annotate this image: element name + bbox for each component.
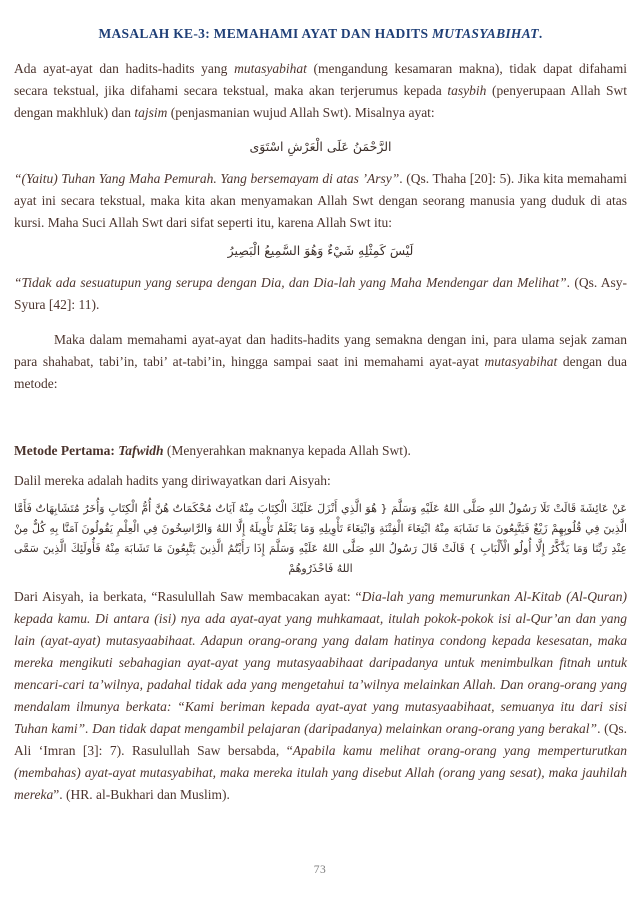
paragraph-thaha-translation	[14, 168, 627, 234]
quran-translation: “Tidak ada sesuatupun yang serupa dengan Dia, dan Dia-lah yang Maha Mendengar dan Melihat”	[14, 275, 567, 290]
quran-translation: Dia-lah yang memurunkan Al-Kitab (Al-Quran) kepada kamu. Di antara (isi) nya ada ayat-ayat yang muhkamaat, itulah pokok-pokok isi al-Qur’an dan yang lain (ayat-ayat) mutasyaabihaat. Adapun orang-orang yang dalam hatinya condong kepada kesesatan, maka mereka mengikuti sebahagian ayat-ayat yang mutasyaabihaat daripadanya untuk menimbulkan fitnah untuk mencari-cari ta’wilnya, padahal tidak ada yang mengetahui ta’wilnya melainkan Allah. Dan orang-orang yang mendalam ilmunya berkata: “Kami beriman kepada ayat-ayat yang mutasyaabihaat, semuanya itu dari sisi Tuhan kami”. Dan tidak dapat mengambil pelajaran (daripadanya) melainkan orang-orang yang berakal”	[14, 589, 627, 736]
heading-description: (Menyerahkan maknanya kepada Allah Swt).	[163, 443, 411, 458]
term-tafwidh: Tafwidh	[118, 443, 164, 458]
text-segment: . (Qs. Ali ‘Imran [3]: 7). Rasulullah Saw bersabda, “	[14, 721, 627, 758]
page-title	[14, 26, 627, 42]
page-number: 73	[313, 864, 327, 876]
title-period: .	[538, 26, 543, 41]
text-segment: (mengandung kesamaran makna), tidak dapat difahami secara tekstual, jika difahami secara tekstual, maka akan terjerumus kepada	[14, 61, 628, 98]
heading-label: Metode Pertama:	[14, 443, 119, 458]
text-segment: dengan dua metode:	[14, 354, 627, 391]
arabic-verse-thaha: الرَّحْمَنُ عَلَى الْعَرْشِ اسْتَوَى	[249, 139, 392, 154]
method-one-heading	[14, 440, 627, 462]
text-segment: Ada ayat-ayat dan hadits-hadits yang	[14, 61, 235, 76]
text-segment: Dari Aisyah, ia berkata, “Rasulullah Saw membacakan ayat: “	[14, 589, 362, 604]
quran-translation: “(Yaitu) Tuhan Yang Maha Pemurah. Yang bersemayam di atas ’Arsy”	[14, 171, 400, 186]
text-segment: ”. (HR. al-Bukhari dan Muslim).	[53, 787, 230, 802]
term-mutasyabihat: mutasyabihat	[234, 61, 307, 76]
paragraph-dalil	[14, 470, 627, 492]
text-segment: Dalil mereka adalah hadits yang diriwayatkan dari Aisyah:	[14, 473, 331, 488]
title-text: MASALAH KE-3: MEMAHAMI AYAT DAN HADITS	[98, 26, 432, 41]
term-tasybih: tasybih	[447, 83, 487, 98]
text-segment: . (Qs. Thaha [20]: 5). Jika kita memahami ayat ini secara tekstual, maka kita akan menyamakan Allah Swt dengan seorang manusia yang duduk di atas kursi. Maha Suci Allah Swt dari sifat seperti itu, karena Allah Swt itu:	[14, 171, 627, 230]
text-segment: (penyerupaan Allah Swt dengan makhluk) dan	[14, 83, 627, 120]
term-tajsim: tajsim	[134, 105, 168, 120]
title-emphasis: MUTASYABIHAT	[431, 26, 539, 41]
term-mutasyabihat: mutasyabihat	[484, 354, 558, 369]
arabic-verse-syura: لَيْسَ كَمِثْلِهِ شَيْءٌ وَهُوَ السَّمِيعُ الْبَصِيرُ	[227, 243, 414, 258]
hadith-translation: Apabila kamu melihat orang-orang yang memperturutkan (membahas) ayat-ayat mutasyabihat, maka mereka itulah yang disebut Allah (orang yang sesat), maka jauhilah mereka	[14, 743, 627, 802]
paragraph-syura-translation	[14, 272, 627, 316]
text-segment: (penjasmanian wujud Allah Swt). Misalnya ayat:	[167, 105, 435, 120]
arabic-hadith-block: عَنْ عَائِشَةَ قَالَتْ تَلَا رَسُولُ اللهِ صَلَّى اللهُ عَلَيْهِ وَسَلَّمَ { هُوَ الَّذِي أَنْزَلَ عَلَيْكَ الْكِتَابَ مِنْهُ آيَاتٌ مُحْكَمَاتٌ هُنَّ أُمُّ الْكِتَابِ وَأُخَرُ مُتَشَابِهَاتٌ فَأَمَّا الَّذِينَ فِي قُلُوبِهِمْ زَيْغٌ فَيَتَّبِعُونَ مَا تَشَابَهَ مِنْهُ ابْتِغَاءَ الْفِتْنَةِ وَابْتِغَاءَ تَأْوِيلِهِ وَمَا يَعْلَمُ تَأْوِيلَهُ إِلَّا اللهُ وَالرَّاسِخُونَ فِي الْعِلْمِ يَقُولُونَ آمَنَّا بِهِ كُلٌّ مِنْ عِنْدِ رَبِّنَا وَمَا يَذَّكَّرُ إِلَّا أُولُو الْأَلْبَابِ } قَالَتْ قَالَ رَسُولُ اللهِ صَلَّى اللهُ عَلَيْهِ وَسَلَّمَ إِذَا رَأَيْتُمُ الَّذِينَ يَتَّبِعُونَ مَا تَشَابَهَ مِنْهُ فَأُولَئِكَ الَّذِينَ سَمَّى اللهُ فَاحْذَرُوهُمْ	[14, 502, 627, 575]
text-segment: . (Qs. Asy-Syura [42]: 11).	[14, 275, 627, 312]
paragraph-methods-intro	[14, 329, 627, 395]
paragraph-aisyah-translation	[14, 586, 627, 806]
paragraph-intro	[14, 58, 627, 124]
text-segment: Maka dalam memahami ayat-ayat dan hadits-hadits yang semakna dengan ini, para ulama sejak zaman para shahabat, tabi’in, tabi’ at-tabi’in, hingga sampai saat ini memahami ayat-ayat	[14, 332, 627, 369]
